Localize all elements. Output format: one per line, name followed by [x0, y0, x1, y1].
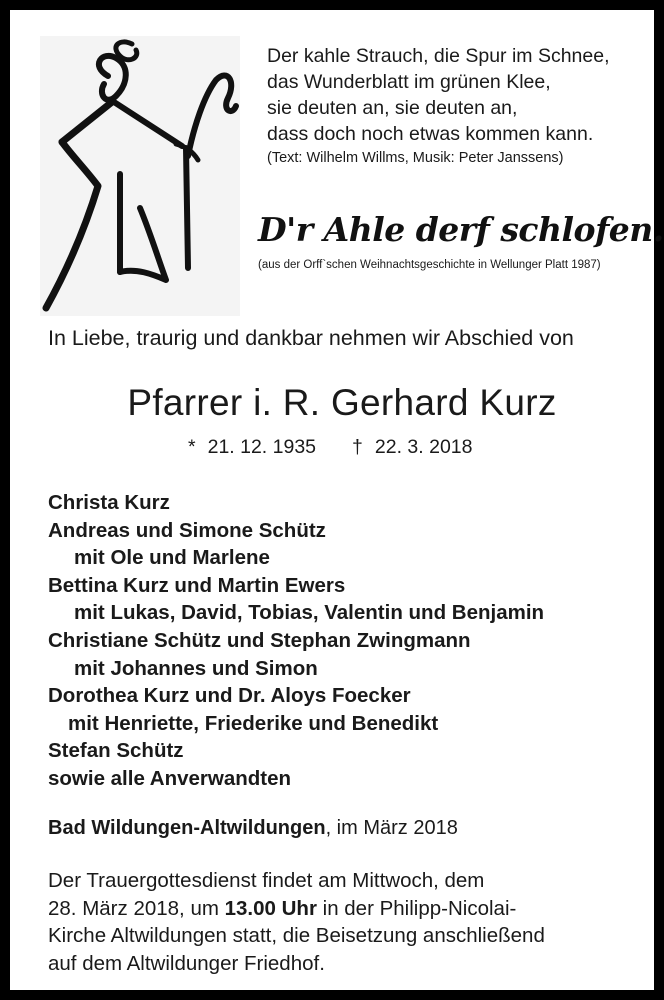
list-item: Bettina Kurz und Martin Ewers — [48, 573, 346, 597]
poem-line: Der kahle Strauch, die Spur im Schnee, — [267, 45, 610, 67]
poem-line: sie deuten an, sie deuten an, — [267, 97, 518, 119]
notice-date: , im März 2018 — [325, 817, 458, 839]
death-date: 22. 3. 2018 — [374, 436, 473, 458]
mourners-list — [48, 489, 544, 793]
list-item: Christa Kurz — [48, 491, 170, 514]
funeral-service-info — [48, 867, 545, 977]
list-item: Andreas und Simone Schütz — [48, 518, 326, 542]
service-line: auf dem Altwildunger Friedhof. — [48, 951, 325, 975]
list-item: mit Ole und Marlene — [74, 546, 270, 570]
service-line — [48, 895, 545, 923]
list-item: mit Henriette, Friederike und Benedikt — [68, 711, 439, 735]
life-dates — [188, 436, 472, 459]
list-item: sowie alle Anverwandten — [48, 766, 292, 790]
motto-source: (aus der Orff`schen Weihnachtsgeschichte in Wellunger Platt 1987) — [258, 259, 601, 271]
motto: D'r Ahle derf schlofen. — [258, 210, 664, 249]
list-item: mit Lukas, David, Tobias, Valentin und Benjamin — [74, 601, 545, 625]
service-line: Der Trauergottesdienst findet am Mittwoch, dem — [48, 869, 485, 892]
bishop-crozier-icon — [40, 36, 240, 316]
place-name: Bad Wildungen-Altwildungen — [48, 817, 326, 839]
list-item: Christiane Schütz und Stephan Zwingmann — [48, 628, 471, 652]
list-item: Dorothea Kurz und Dr. Aloys Foecker — [48, 684, 411, 708]
birth-date: 21. 12. 1935 — [207, 436, 317, 458]
poem-line: dass doch noch etwas kommen kann. — [267, 123, 594, 145]
deceased-name: Pfarrer i. R. Gerhard Kurz — [127, 382, 557, 423]
poem — [267, 43, 610, 147]
service-line: Kirche Altwildungen statt, die Beisetzung anschließend — [48, 924, 545, 947]
poem-line: das Wunderblatt im grünen Klee, — [267, 71, 551, 93]
poem-credit: (Text: Wilhelm Willms, Musik: Peter Janssens) — [267, 150, 564, 166]
intro-text: In Liebe, traurig und dankbar nehmen wir Abschied von — [48, 326, 574, 350]
list-item: mit Johannes und Simon — [74, 656, 318, 680]
service-church: in der Philipp-Nicolai- — [316, 896, 517, 920]
list-item: Stefan Schütz — [48, 739, 184, 763]
place-and-date — [48, 817, 458, 840]
service-time: 13.00 Uhr — [224, 896, 317, 920]
death-cross-icon: † — [352, 436, 363, 458]
birth-star-icon: * — [188, 436, 196, 458]
service-date: 28. März 2018, um — [48, 896, 225, 920]
